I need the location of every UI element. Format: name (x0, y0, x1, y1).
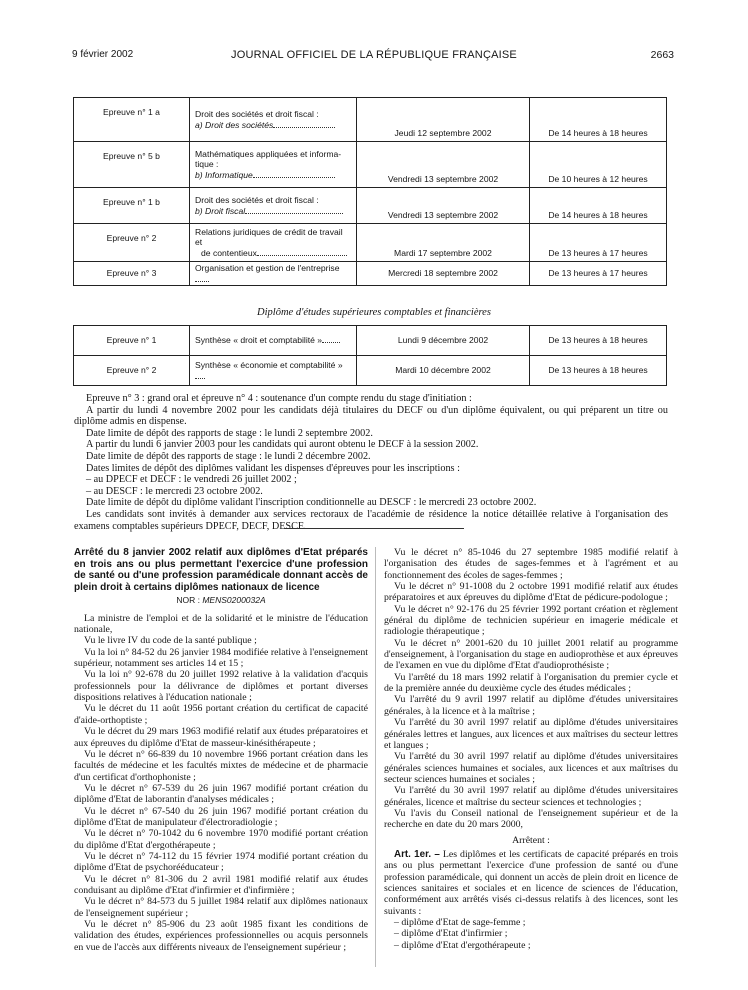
exam-schedule-table-2 (73, 325, 667, 386)
leader-dots (253, 171, 335, 178)
leader-dots (245, 207, 343, 214)
note-paragraph: Date limite de dépôt des rapports de stage : le lundi 2 septembre 2002. (86, 427, 373, 439)
visa-paragraph: Vu l'arrêté du 30 avril 1997 relatif au diplôme d'études universitaires générales, licence et maîtrise du secteur sciences et technologies ; (384, 785, 678, 808)
visa-paragraph: Vu le livre IV du code de la santé publique ; (84, 635, 257, 647)
visa-paragraph: Vu le décret n° 84-573 du 5 juillet 1984 relatif aux diplômes nationaux de l'enseignement supérieur ; (74, 896, 368, 919)
date-cell: Jeudi 12 septembre 2002 (357, 98, 530, 142)
article-text: Les diplômes et les certificats de capacité préparés en trois ans ou plus permettant l'exercice d'une profession de santé ou d'une profession paramédicale, qui donnent un accès de plein droit en licence de sciences sanitaires et sociales et en licence de sciences de l'éducation, conformément aux arrêtés visés ci-dessus relatifs à des licences, sont les suivants : (384, 848, 679, 917)
subject-line: a) Droit des sociétés (195, 119, 274, 130)
hours-cell: De 13 heures à 18 heures (530, 356, 667, 386)
visa-paragraph: Vu le décret n° 91-1008 du 2 octobre 1991 modifié relatif aux études préparatoires et aux épreuves du diplôme d'Etat de pédicure-podologue ; (384, 581, 678, 604)
visa-paragraph: Vu le décret n° 74-112 du 15 février 1974 modifié portant création du diplôme d'Etat de psychorééducateur ; (74, 850, 368, 874)
arrete-left-column (74, 547, 368, 953)
list-item: – diplôme d'Etat d'infirmier ; (394, 928, 508, 940)
visa-paragraph: Vu le décret n° 70-1042 du 6 novembre 1970 modifié portant création du diplôme d'Etat d'ergothérapeute ; (74, 828, 368, 851)
note-paragraph: Dates limites de dépôt des diplômes validant les dispenses d'épreuves pour les inscriptions : (86, 462, 460, 474)
date-cell: Lundi 9 décembre 2002 (357, 326, 530, 356)
exam-schedule-table-1 (73, 97, 667, 286)
arrete-right-column (384, 547, 678, 951)
leader-dots (257, 249, 347, 256)
subject-line: de contentieux (201, 247, 257, 258)
diploma-caption: Diplôme d'études supérieures comptables et financières (257, 307, 491, 318)
subject-line: b) Droit fiscal (195, 205, 246, 216)
visa-paragraph: Vu l'arrêté du 9 avril 1997 relatif au diplôme d'études universitaires générales, à la licence et à la maîtrise ; (384, 694, 678, 717)
journal-title: JOURNAL OFFICIEL DE LA RÉPUBLIQUE FRANÇAISE (231, 49, 517, 61)
table-row (74, 188, 667, 224)
subject-line: Mathématiques appliquées et informa- (195, 148, 342, 159)
visa-paragraph: Vu le décret n° 67-539 du 26 juin 1967 modifié portant création du diplôme d'Etat de laborantin d'analyses médicales ; (74, 782, 368, 806)
subject-line: tique : (195, 159, 219, 170)
visa-paragraph: Vu la loi n° 92-678 du 20 juillet 1992 relative à la validation d'acquis professionnels pour la délivrance de diplômes et portant diverses dispositions relatives à l'éducation nationale ; (74, 669, 368, 704)
subject-cell (190, 188, 357, 224)
date-cell: Vendredi 13 septembre 2002 (357, 142, 530, 188)
epreuve-cell: Epreuve n° 2 (74, 224, 190, 262)
visa-paragraph: Vu la loi n° 84-52 du 26 janvier 1984 modifiée relative à l'enseignement supérieur, notamment ses articles 14 et 15 ; (74, 646, 368, 670)
date-cell: Mercredi 18 septembre 2002 (357, 262, 530, 286)
hours-cell: De 10 heures à 12 heures (530, 142, 667, 188)
note-paragraph: Epreuve n° 3 : grand oral et épreuve n° 4 : soutenance d'un compte rendu du stage d'initiation : (86, 393, 472, 404)
epreuve-cell: Epreuve n° 3 (74, 262, 190, 286)
hours-cell: De 14 heures à 18 heures (530, 98, 667, 142)
exam-notes (74, 393, 668, 532)
article-label: Art. 1er. – (394, 848, 440, 860)
visa-paragraph: Vu le décret n° 92-176 du 25 février 1992 portant création et règlement général du diplôme de technicien supérieur en imagerie médicale et radiologie thérapeutique ; (384, 603, 678, 638)
visa-paragraph: Vu l'avis du Conseil national de l'enseignement supérieur et de la recherche en date du 20 mars 2000, (384, 807, 678, 831)
note-paragraph: A partir du lundi 4 novembre 2002 pour les candidats déjà titulaires du DECF ou d'un diplôme équivalent, ou qui préparent un titre ou diplôme admis en dispense. (74, 404, 668, 428)
leader-dots (195, 275, 209, 282)
subject-line: Droit des sociétés et droit fiscal : (195, 195, 319, 205)
page-number: 2663 (650, 49, 674, 61)
list-item: – diplôme d'Etat de sage-femme ; (394, 917, 526, 928)
epreuve-cell: Epreuve n° 1 (74, 326, 190, 356)
visa-paragraph: Vu le décret n° 85-1046 du 27 septembre 1985 modifié relatif à l'organisation des études de sages-femmes et à l'agrément et au fonctionnement des écoles de sages-femmes ; (384, 547, 678, 581)
column-separator (375, 547, 376, 967)
epreuve-cell: Epreuve n° 2 (74, 356, 190, 386)
visa-paragraph: Vu l'arrêté du 18 mars 1992 relatif à l'organisation du premier cycle et de la première année du deuxième cycle des études médicales ; (384, 671, 678, 695)
nor-code: MENS0200032A (202, 595, 266, 606)
subject-cell (190, 98, 357, 142)
subject-line: Droit des sociétés et droit fiscal : (195, 109, 319, 119)
hours-cell: De 13 heures à 17 heures (530, 224, 667, 262)
section-divider (284, 528, 464, 529)
epreuve-cell: Epreuve n° 1 b (74, 188, 190, 224)
nor-reference (74, 595, 368, 606)
list-item: – diplôme d'Etat d'ergothérapeute ; (394, 939, 531, 951)
table-row (74, 326, 667, 356)
table-row (74, 98, 667, 142)
note-list-item: – au DESCF : le mercredi 23 octobre 2002. (86, 485, 263, 497)
nor-label: NOR : (176, 595, 200, 606)
visa-paragraph: Vu le décret n° 2001-620 du 10 juillet 2001 relatif au programme d'enseignement, à l'organisation du stage en audioprothèse et aux épreuves de l'examen en vue du diplôme d'Etat d'audioprothésiste ; (384, 637, 678, 672)
note-list-item: – au DPECF et DECF : le vendredi 26 juillet 2002 ; (86, 474, 297, 486)
subject-line: Synthèse « droit et comptabilité » (195, 335, 323, 346)
date-cell: Mardi 10 décembre 2002 (357, 356, 530, 386)
subject-line: b) Informatique (195, 169, 253, 180)
visa-paragraph: Vu l'arrêté du 30 avril 1997 relatif au diplôme d'études universitaires générales lettres et langues, aux licences et aux maîtrises du secteur lettres et langues ; (384, 717, 678, 751)
subject-cell (190, 356, 357, 386)
visa-paragraph: Vu l'arrêté du 30 avril 1997 relatif au diplôme d'études universitaires générales sciences humaines et sociales, aux licences et aux maîtrises du secteur sciences humaines et sociales ; (384, 751, 678, 785)
table-row (74, 356, 667, 386)
hours-cell: De 13 heures à 17 heures (530, 262, 667, 286)
subject-line: Organisation et gestion de l'entreprise (195, 263, 340, 273)
visa-paragraph: Vu le décret n° 67-540 du 26 juin 1967 modifié portant création du diplôme d'Etat de manipulateur d'électroradiologie ; (74, 805, 368, 828)
table-row (74, 142, 667, 188)
epreuve-cell: Epreuve n° 5 b (74, 142, 190, 188)
subject-cell (190, 262, 357, 286)
note-paragraph: Date limite de dépôt des rapports de stage : le lundi 2 décembre 2002. (86, 450, 371, 462)
subject-cell (190, 224, 357, 262)
date-cell: Mardi 17 septembre 2002 (357, 224, 530, 262)
note-paragraph: Date limite de dépôt du diplôme validant l'inscription conditionnelle au DESCF : le mercredi 23 octobre 2002. (86, 497, 537, 509)
epreuve-cell: Epreuve n° 1 a (74, 98, 190, 142)
visa-paragraph: Vu le décret du 11 août 1956 portant création du certificat de capacité d'aide-orthoptiste ; (74, 703, 368, 726)
table-row (74, 224, 667, 262)
leader-dots (273, 121, 335, 128)
visa-paragraph: La ministre de l'emploi et de la solidarité et le ministre de l'éducation nationale, (74, 612, 368, 636)
subject-cell (190, 142, 357, 188)
visa-paragraph: Vu le décret n° 81-306 du 2 avril 1981 modifié relatif aux études conduisant au diplôme d'Etat d'infirmier et d'infirmière ; (74, 873, 368, 896)
hours-cell: De 14 heures à 18 heures (530, 188, 667, 224)
hours-cell: De 13 heures à 18 heures (530, 326, 667, 356)
visa-paragraph: Vu le décret n° 66-839 du 10 novembre 1966 portant création dans les facultés de médecine et les facultés mixtes de médecine et de pharmacie d'un certificat d'orthophoniste ; (74, 748, 368, 783)
date-cell: Vendredi 13 septembre 2002 (357, 188, 530, 224)
subject-line: Synthèse « économie et comptabilité » (195, 360, 343, 370)
arretent-heading: Arrêtent : (512, 834, 550, 846)
visa-paragraph: Vu le décret du 29 mars 1963 modifié relatif aux études préparatoires et aux épreuves du diplôme d'Etat de masseur-kinésithérapeute ; (74, 726, 368, 749)
arrete-title: Arrêté du 8 janvier 2002 relatif aux diplômes d'Etat préparés en trois ans ou plus permettant l'exercice d'une profession de santé ou d'une profession paramédicale donnant accès de plein droit à certains diplômes nationaux de licence (74, 547, 368, 593)
subject-line: Relations juridiques de crédit de travail et (195, 226, 343, 248)
leader-dots (195, 372, 205, 379)
visa-paragraph: Vu le décret n° 85-906 du 23 août 1985 fixant les conditions de validation des études, expériences professionnelles ou acquis personnels en vue de l'accès aux différents niveaux de l'enseignement supérieur ; (74, 919, 368, 953)
table-row (74, 262, 667, 286)
article-1 (384, 849, 678, 917)
note-paragraph: Les candidats sont invités à demander aux services rectoraux de l'académie de résidence la notice détaillée relative à l'organisation des examens comptables supérieurs DPECF, DECF, DESCF. (74, 508, 668, 532)
note-paragraph: A partir du lundi 6 janvier 2003 pour les candidats qui auront obtenu le DECF à la session 2002. (86, 439, 479, 451)
leader-dots (322, 336, 340, 343)
header-date: 9 février 2002 (72, 49, 134, 60)
subject-cell (190, 326, 357, 356)
